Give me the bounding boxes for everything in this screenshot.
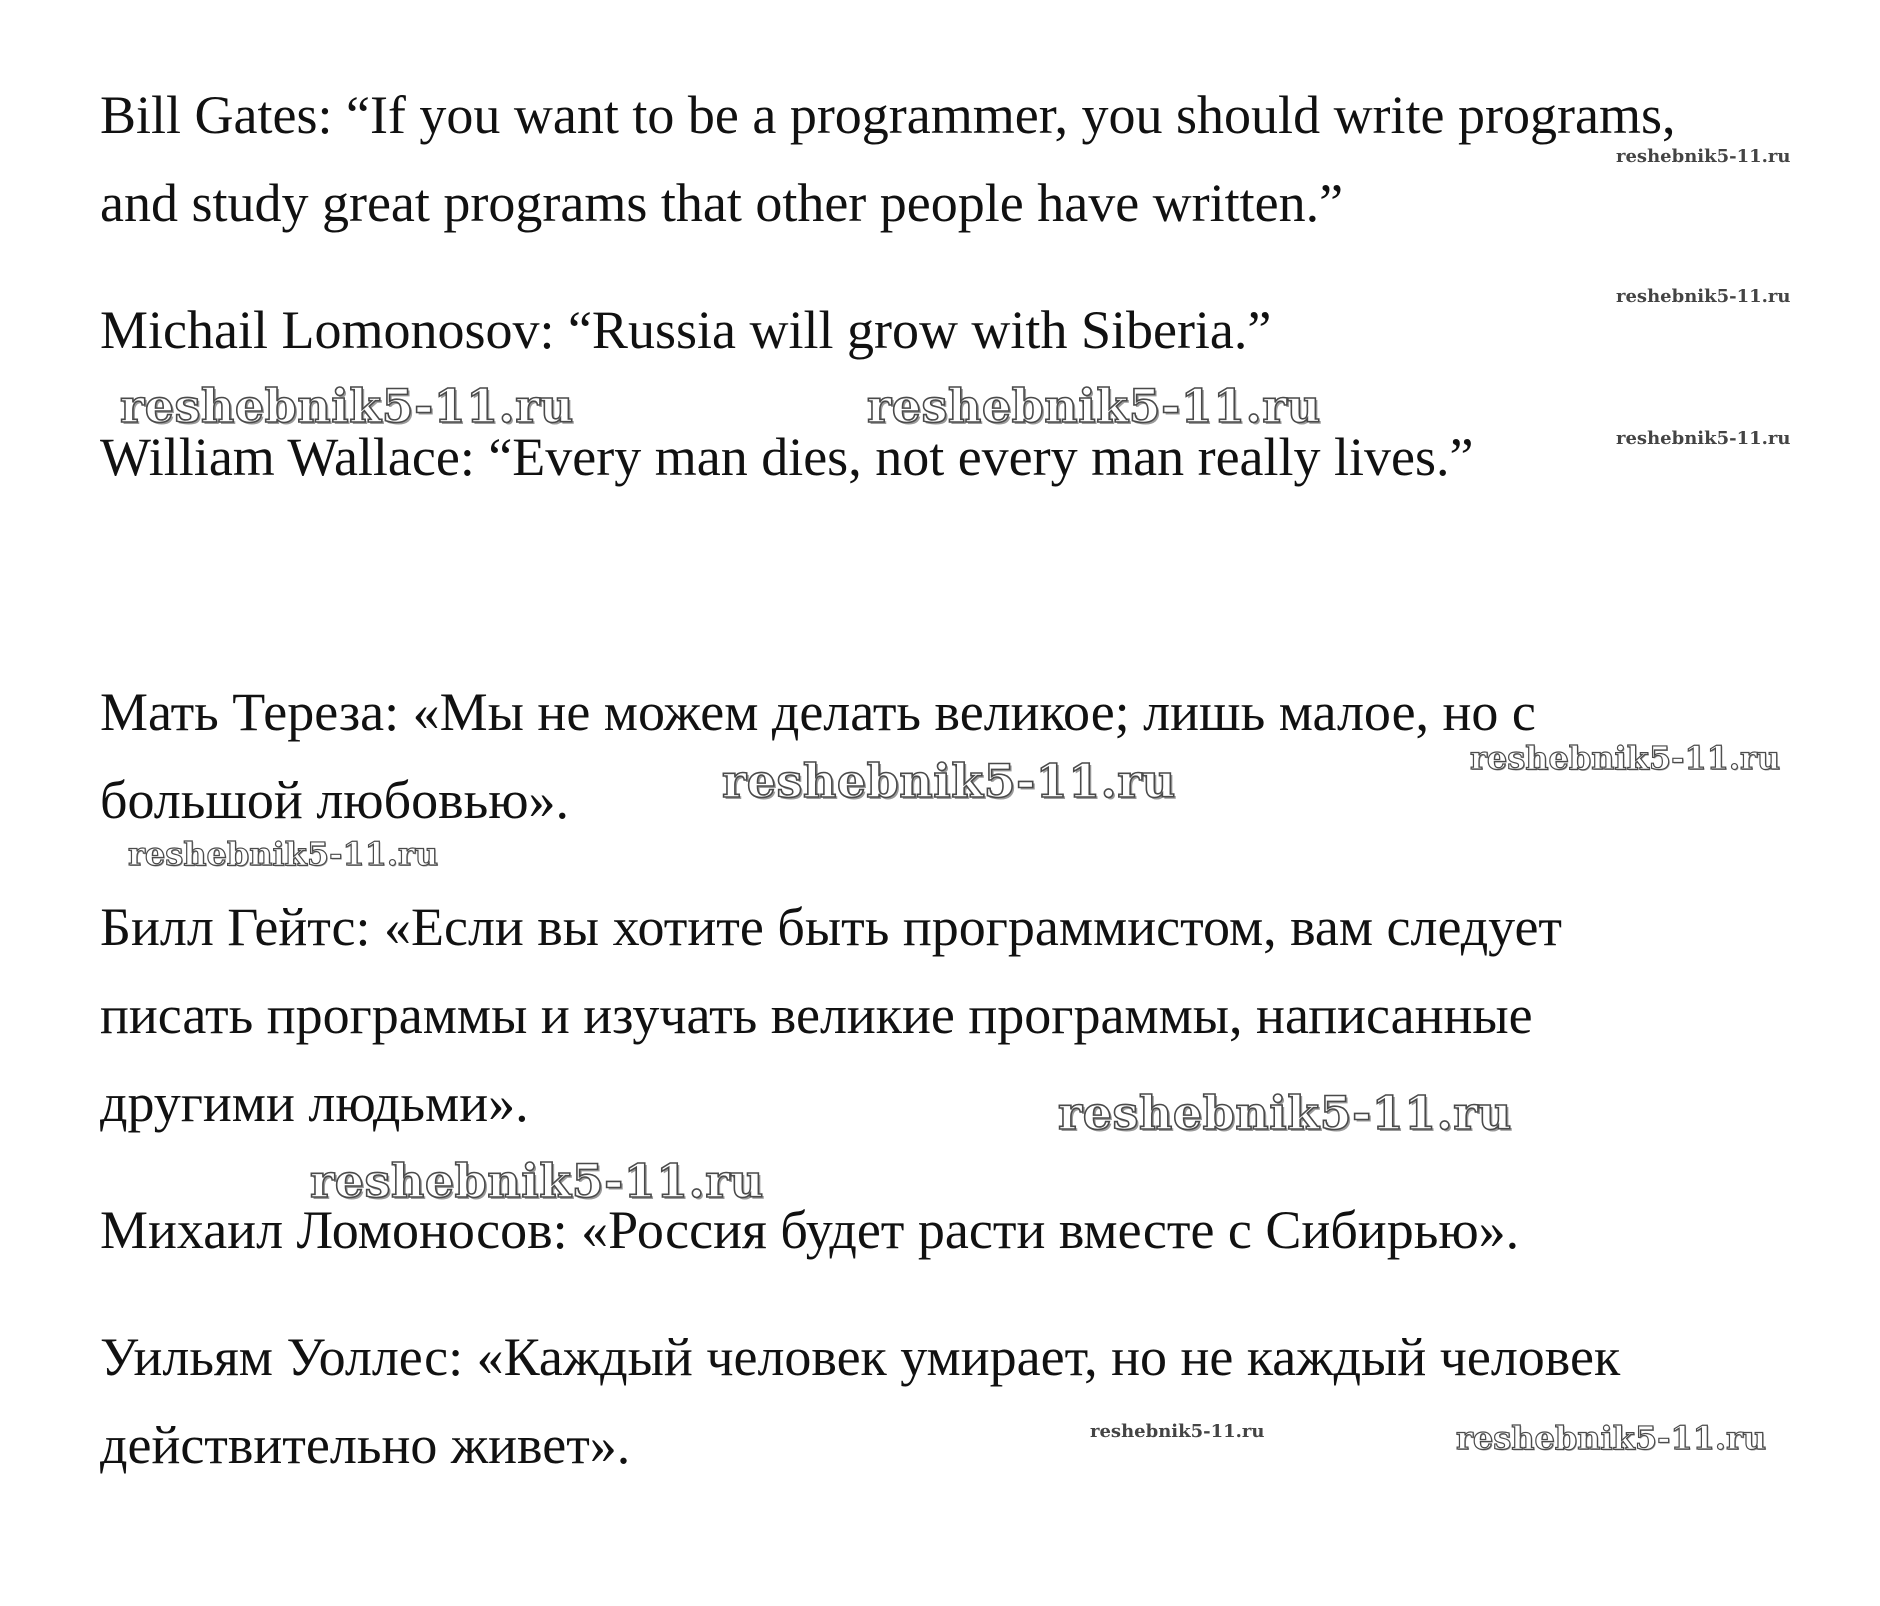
watermark: reshebnik5-11.ru	[120, 379, 574, 433]
watermark: reshebnik5-11.ru	[1058, 1086, 1512, 1140]
watermark: reshebnik5-11.ru	[1616, 428, 1791, 449]
quote-line: Bill Gates: “If you want to be a programmer, you should write programs,	[100, 85, 1676, 145]
quote-line: действительно живет».	[100, 1415, 631, 1475]
quote-line: William Wallace: “Every man dies, not every man really lives.”	[100, 427, 1474, 487]
quote-line: and study great programs that other people have written.”	[100, 173, 1344, 233]
quote-line: Уильям Уоллес: «Каждый человек умирает, но не каждый человек	[100, 1327, 1621, 1387]
watermark: reshebnik5-11.ru	[128, 835, 439, 873]
quote-line: Билл Гейтс: «Если вы хотите быть программистом, вам следует	[100, 897, 1563, 957]
watermark: reshebnik5-11.ru	[722, 754, 1176, 808]
quote-line: писать программы и изучать великие программы, написанные	[100, 985, 1533, 1045]
watermark: reshebnik5-11.ru	[1470, 739, 1781, 777]
watermark: reshebnik5-11.ru	[1616, 146, 1791, 167]
watermark: reshebnik5-11.ru	[1616, 286, 1791, 307]
quote-line: Михаил Ломоносов: «Россия будет расти вместе с Сибирью».	[100, 1200, 1520, 1260]
quote-line: большой любовью».	[100, 770, 570, 830]
quote-line: другими людьми».	[100, 1073, 529, 1133]
watermark: reshebnik5-11.ru	[867, 379, 1321, 433]
watermark: reshebnik5-11.ru	[1456, 1419, 1767, 1457]
quote-line: Michail Lomonosov: “Russia will grow with Siberia.”	[100, 300, 1272, 360]
watermark: reshebnik5-11.ru	[310, 1154, 764, 1208]
watermark: reshebnik5-11.ru	[1090, 1421, 1265, 1442]
quote-line: Мать Тереза: «Мы не можем делать великое; лишь малое, но с	[100, 682, 1536, 742]
